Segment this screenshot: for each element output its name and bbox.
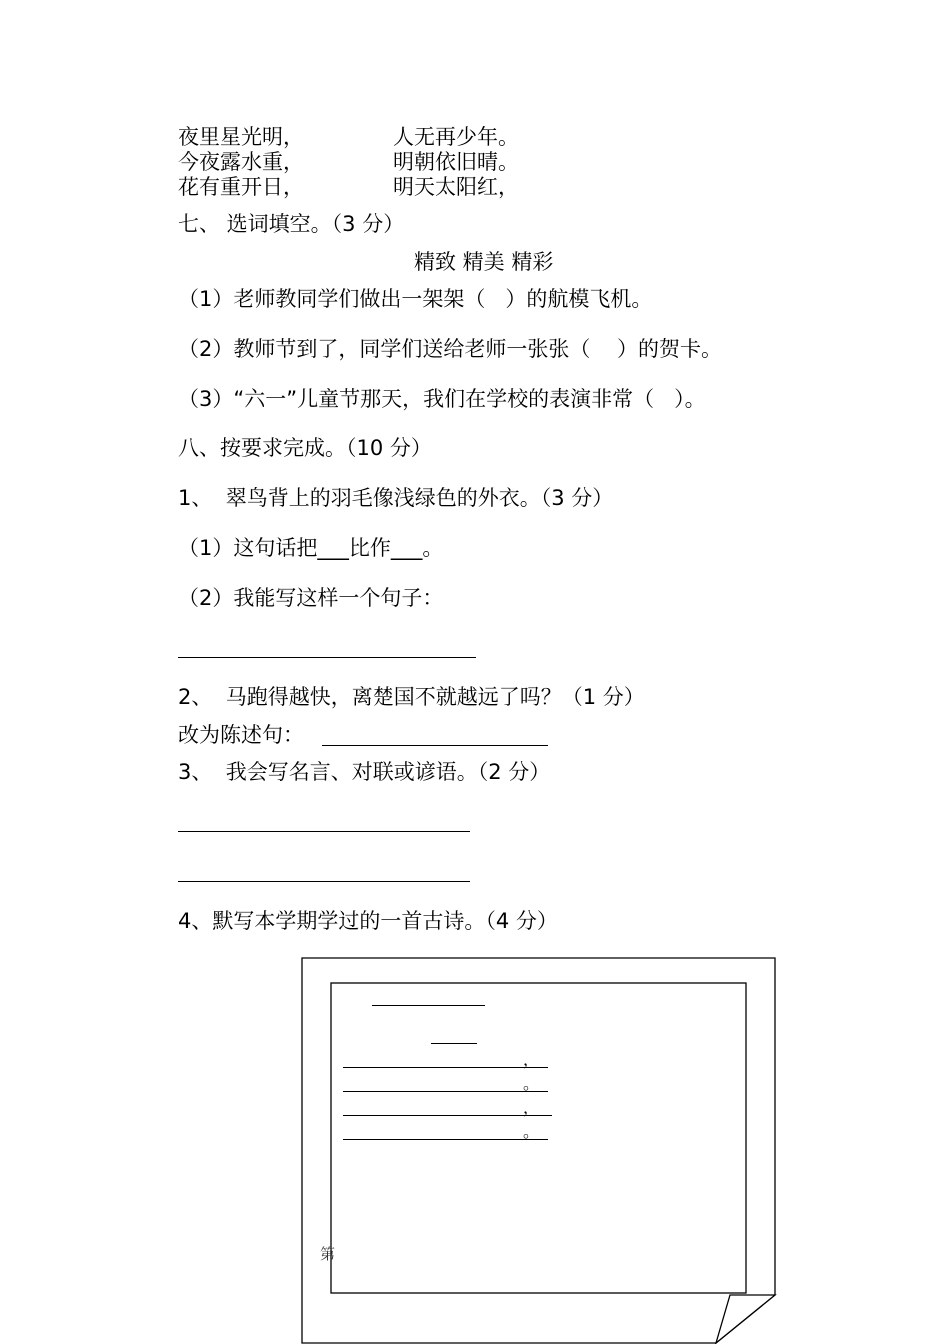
poem-left-3: 花有重开日， xyxy=(178,175,304,199)
poem-line-1[interactable] xyxy=(343,1067,548,1068)
poem-right-1: 人无再少年。 xyxy=(393,125,519,149)
q1-sub1: （1）这句话把___比作___。 xyxy=(178,536,444,560)
poem-left-2: 今夜露水重， xyxy=(178,150,304,174)
q3-answer-line-2[interactable] xyxy=(178,881,470,882)
q1-sub2: （2）我能写这样一个句子： xyxy=(178,586,444,610)
poem-line-4[interactable] xyxy=(343,1139,548,1140)
section7-item-3: （3）“六一”儿童节那天，我们在学校的表演非常（ ）。 xyxy=(178,387,706,411)
section7-choices: 精致 精美 精彩 xyxy=(414,250,554,274)
section7-item-2: （2）教师节到了，同学们送给老师一张张（ ）的贺卡。 xyxy=(178,337,723,361)
section7-title: 七、 选词填空。（3 分） xyxy=(178,212,405,236)
poem-title-line[interactable] xyxy=(372,1005,485,1006)
q3-answer-line-1[interactable] xyxy=(178,831,470,832)
poem-left-1: 夜里星光明， xyxy=(178,125,304,149)
poem-punct-3: ， xyxy=(523,1098,540,1117)
poem-punct-1: ， xyxy=(523,1050,540,1069)
page-corner-fragment: 第 xyxy=(320,1245,336,1263)
poem-author-line[interactable] xyxy=(431,1043,477,1044)
poem-line-2[interactable] xyxy=(343,1091,548,1092)
poem-writing-page xyxy=(301,957,775,1343)
poem-punct-2: 。 xyxy=(523,1074,540,1093)
section7-item-1: （1）老师教同学们做出一架架（ ）的航模飞机。 xyxy=(178,287,653,311)
q1-answer-line[interactable] xyxy=(178,657,476,658)
poem-line-3[interactable] xyxy=(343,1115,552,1116)
poem-right-3: 明天太阳红， xyxy=(393,175,519,199)
q1-title: 1、 翠鸟背上的羽毛像浅绿色的外衣。（3 分） xyxy=(178,486,614,510)
q2-prompt: 改为陈述句： xyxy=(178,723,304,747)
section8-title: 八、按要求完成。（10 分） xyxy=(178,436,432,460)
folded-page-outline xyxy=(301,957,775,1344)
poem-right-2: 明朝依旧晴。 xyxy=(393,150,519,174)
q4-title: 4、默写本学期学过的一首古诗。（4 分） xyxy=(178,909,558,933)
poem-punct-4: 。 xyxy=(523,1122,540,1141)
q3-title: 3、 我会写名言、对联或谚语。（2 分） xyxy=(178,760,551,784)
q2-title: 2、 马跑得越快，离楚国不就越远了吗？（1 分） xyxy=(178,685,645,709)
q2-answer-line[interactable] xyxy=(322,745,548,746)
